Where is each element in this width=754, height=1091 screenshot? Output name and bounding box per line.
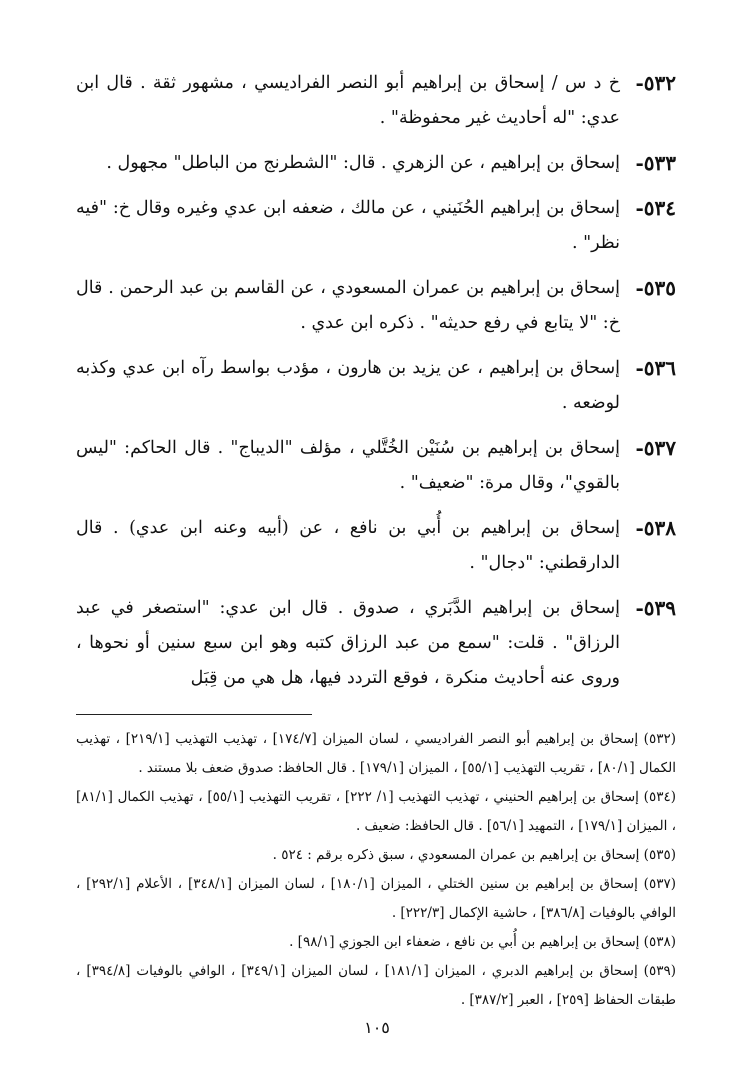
entry-text: إسحاق بن إبراهيم بن أُبي بن نافع ، عن (أبيه وعنه ابن عدي) . قال الدارقطني: "دجال" . — [76, 518, 620, 573]
entry-number: ٥٣٢- — [635, 71, 676, 95]
footnote-537: (٥٣٧) إسحاق بن إبراهيم بن سنين الختلي ، الميزان [١٨٠/١] ، لسان الميزان [٣٤٨/١] ، الأعلام [٢٩٢/١] ، الوافي بالوفيات [٣٨٦/٨] ، حاشية الإكمال [٢٢٢/٣] . — [76, 876, 676, 921]
entry-533 — [76, 146, 676, 181]
entry-number: ٥٣٣- — [635, 151, 676, 175]
footnote-532: (٥٣٢) إسحاق بن إبراهيم أبو النصر الفراديسي ، لسان الميزان [١٧٤/٧] ، تهذيب التهذيب [٢١٩/١] ، تهذيب الكمال [٨٠/١] ، تقريب التهذيب [٥٥/١] ، الميزان [١٧٩/١] . قال الحافظ: صدوق ضعف بلا مستند . — [76, 731, 676, 776]
entry-number: ٥٣٧- — [635, 436, 676, 460]
footnote-534: (٥٣٤) إسحاق بن إبراهيم الحنيني ، تهذيب التهذيب [١/ ٢٢٢] ، تقريب التهذيب [٥٥/١] ، تهذيب الكمال [٨١/١] ، الميزان [١٧٩/١] ، التمهيد [٥٦/١] . قال الحافظ: ضعيف . — [76, 789, 676, 834]
entry-number: ٥٣٨- — [635, 516, 676, 540]
entry-text: خ د س / إسحاق بن إبراهيم أبو النصر الفراديسي ، مشهور ثقة . قال ابن عدي: "له أحاديث غير محفوظة" . — [76, 73, 620, 128]
entry-text: إسحاق بن إبراهيم ، عن الزهري . قال: "الشطرنج من الباطل" مجهول . — [106, 153, 620, 173]
footnotes — [76, 725, 676, 1015]
entry-text: إسحاق بن إبراهيم بن سُنَيْن الخُتَّلي ، مؤلف "الديباج" . قال الحاكم: "ليس بالقوي"، وقال مرة: "ضعيف" . — [76, 438, 620, 493]
entry-538 — [76, 511, 676, 581]
entry-text: إسحاق بن إبراهيم بن عمران المسعودي ، عن القاسم بن عبد الرحمن . قال خ: "لا يتابع في رفع حديثه" . ذكره ابن عدي . — [76, 278, 620, 333]
entry-534 — [76, 191, 676, 261]
entry-text: إسحاق بن إبراهيم الحُنَيني ، عن مالك ، ضعفه ابن عدي وغيره وقال خ: "فيه نظر" . — [76, 198, 620, 253]
entry-535 — [76, 271, 676, 341]
entry-text: إسحاق بن إبراهيم الدَّبَري ، صدوق . قال ابن عدي: "استصغر في عبد الرزاق" . قلت: "سمع من عبد الرزاق كتبه وهو ابن سبع سنين أو نحوها ، وروى عنه أحاديث منكرة ، فوقع التردد فيها، هل هي من قِبَل — [76, 598, 620, 688]
entry-539 — [76, 591, 676, 696]
footnote-539: (٥٣٩) إسحاق بن إبراهيم الدبري ، الميزان [١٨١/١] ، لسان الميزان [٣٤٩/١] ، الوافي بالوفيات [٣٩٤/٨] ، طبقات الحفاظ [٢٥٩] ، العبر [٣٨٧/٢] . — [76, 963, 676, 1008]
entry-536 — [76, 351, 676, 421]
entry-text: إسحاق بن إبراهيم ، عن يزيد بن هارون ، مؤدب بواسط رآه ابن عدي وكذبه لوضعه . — [76, 358, 620, 413]
entry-number: ٥٣٤- — [635, 196, 676, 220]
entry-532 — [76, 66, 676, 136]
entry-537 — [76, 431, 676, 501]
entry-number: ٥٣٩- — [635, 596, 676, 620]
footnote-divider — [76, 714, 312, 715]
entry-number: ٥٣٦- — [635, 356, 676, 380]
entries-list — [76, 66, 676, 696]
footnote-538: (٥٣٨) إسحاق بن إبراهيم بن أُبي بن نافع ، ضعفاء ابن الجوزي [٩٨/١] . — [289, 934, 676, 950]
entry-number: ٥٣٥- — [635, 276, 676, 300]
footnote-535: (٥٣٥) إسحاق بن إبراهيم بن عمران المسعودي ، سبق ذكره برقم : ٥٢٤ . — [272, 847, 676, 863]
page-number: ١٠٥ — [364, 1018, 390, 1037]
